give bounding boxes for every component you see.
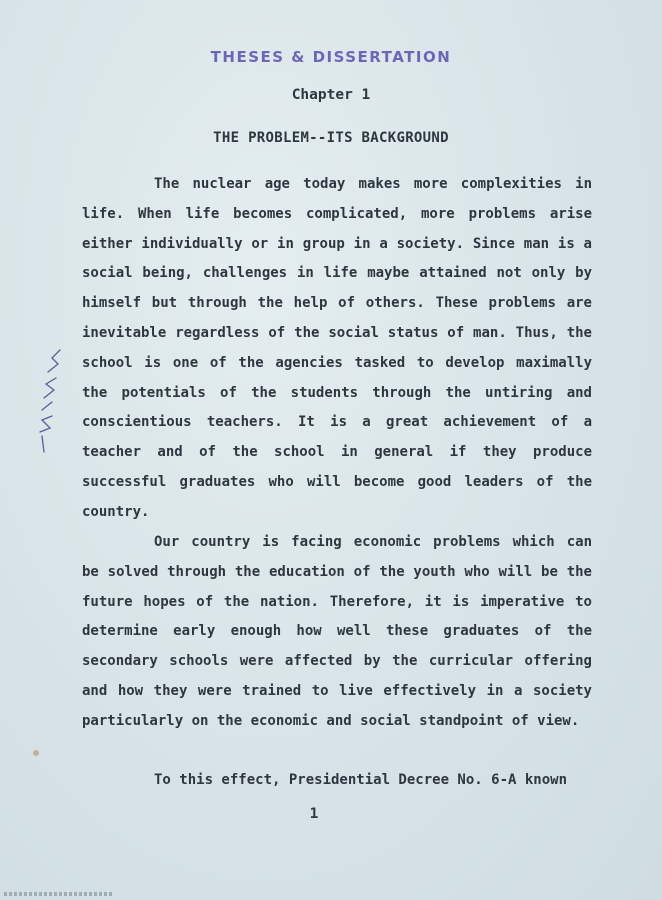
library-stamp: THESES & DISSERTATION <box>210 48 452 66</box>
paragraph-3: To this effect, Presidential Decree No. 6-A known <box>154 772 568 788</box>
paragraph-1: The nuclear age today makes more complexities in life. When life becomes complicated, more problems arise either individually or in group in a society. Since man is a social being, challenges in life maybe attained not only by himself but through the help of others. These problems are inevitable regardless of the social status of man. Thus, the school is one of the agencies tasked to develop maximally the potentials of the students through the untiring and conscientious teachers. It is a great achievement of a teacher and of the school in general if they produce successful graduates who will become good leaders of the country. <box>82 176 592 520</box>
handwritten-margin-note-icon <box>36 340 66 460</box>
chapter-heading: Chapter 1 <box>291 87 371 103</box>
scan-footer-strip <box>4 892 114 896</box>
section-title: THE PROBLEM--ITS BACKGROUND <box>213 130 449 146</box>
paragraph-2: Our country is facing economic problems which can be solved through the education of the youth who will be the future hopes of the nation. Therefore, it is imperative to determine early enough how well these graduates of the secondary schools were affected by the curricular offering and how they were trained to live effectively in a society particularly on the economic and social standpoint of view. <box>82 534 592 729</box>
page-number: 1 <box>309 806 319 822</box>
paper-speck <box>33 750 39 756</box>
